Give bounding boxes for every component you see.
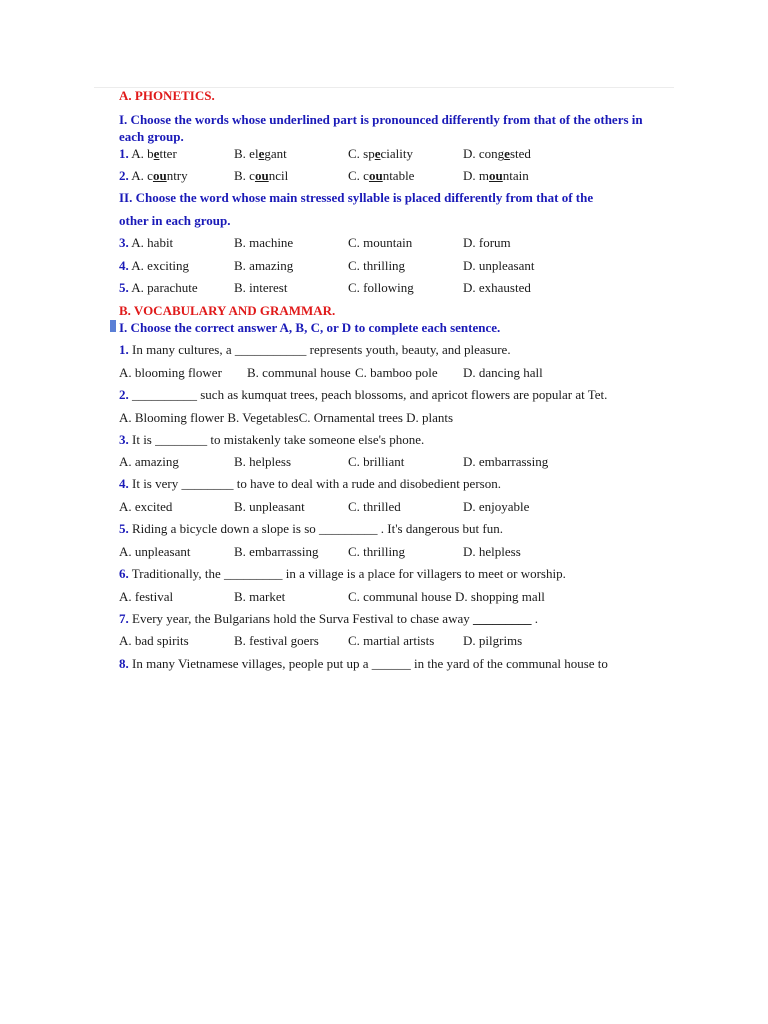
- option-d: D. forum: [463, 235, 511, 250]
- document-page: A. PHONETICS. I. Choose the words whose underlined part is pronounced differently from that of the others in each group. 1. A. better B. elegant C. speciality D. congested 2. A. country B. council C. countable D. mountain II. Choose the word whose main stressed syllable is placed differently from that of the other in each group. 3. A. habit B. machine C. mountain D. forum 4. A. exciting B. amazing C. thrilling D. unpleasant 5. A. parachute B. interest C. following D. exhausted B. VOCABULARY AND GRAMMAR. I. Choose the correct answer A, B, C, or D to complete each sentence. 1. In many cultures, a ___________ represents youth, beauty, and pleasure. A. blooming flower B. communal house C. bamboo pole D. dancing hall 2. __________ such as kumquat trees, peach blossoms, and apricot flowers are popular at Tet. A. Blooming flower B. VegetablesC. Ornamental trees D. plants 3. It is ________ to mistakenly take someone else's phone. A. amazing B. helpless C. brilliant D. embarrassing 4. It is very ________ to have to deal with a rude and disobedient person. A. excited B. unpleasant C. thrilled D. enjoyable 5. Riding a bicycle down a slope is so _________ . It's dangerous but fun. A. unpleasant B. embarrassing C. thrilling D. helpless 6. Traditionally, the _________ in a village is a place for villagers to meet or worship. A. festival B. market C. communal house D. shopping mall 7. Every year, the Bulgarians hold the Surva Festival to chase away _________ . A. bad spirits B. festival goers C. martial artists D. pilgrims 8. In many Vietnamese villages, people put up a ______ in the yard of the communal house to: [0, 0, 768, 1024]
- question-number: 5.: [119, 280, 129, 295]
- option-d: D. unpleasant: [463, 258, 535, 273]
- section-b-instruction: I. Choose the correct answer A, B, C, or D to complete each sentence.: [119, 320, 501, 335]
- b-question-2-options: A. Blooming flower B. VegetablesC. Ornamental trees D. plants: [119, 410, 454, 425]
- question-number: 3.: [119, 432, 129, 447]
- option-d: D. congested: [463, 146, 531, 161]
- option-b: B. council: [234, 168, 289, 183]
- option-d: D. enjoyable: [463, 499, 530, 514]
- option-c: C. martial artists: [348, 633, 435, 648]
- option-a: A. bad spirits: [119, 633, 189, 648]
- question-number: 6.: [119, 566, 129, 581]
- question-number: 3.: [119, 235, 129, 250]
- option-d: D. pilgrims: [463, 633, 523, 648]
- option-b: B. unpleasant: [234, 499, 305, 514]
- option-b: B. embarrassing: [234, 544, 319, 559]
- option-d: D. mountain: [463, 168, 529, 183]
- option-b: B. machine: [234, 235, 294, 250]
- option-b: B. market: [234, 589, 286, 604]
- option-b: B. festival goers: [234, 633, 319, 648]
- option-a: A. festival: [119, 589, 174, 604]
- question-number: 2.: [119, 168, 129, 183]
- question-number: 7.: [119, 611, 129, 626]
- option-c: C. mountain: [348, 235, 413, 250]
- question-number: 4.: [119, 258, 129, 273]
- question-number: 4.: [119, 476, 129, 491]
- option-c: C. countable: [348, 168, 415, 183]
- question-number: 1.: [119, 342, 129, 357]
- b-question-2: 2. __________ such as kumquat trees, peach blossoms, and apricot flowers are popular at Tet.: [119, 387, 608, 402]
- option-c: C. brilliant: [348, 454, 405, 469]
- option-c: C. communal house: [348, 589, 452, 604]
- b-question-7: 7. Every year, the Bulgarians hold the Surva Festival to chase away _________ .: [119, 611, 538, 626]
- option-c: C. thrilling: [348, 258, 406, 273]
- section-a-title: A. PHONETICS.: [119, 88, 215, 103]
- option-b: B. communal house: [247, 365, 351, 380]
- b-question-1: 1. In many cultures, a ___________ represents youth, beauty, and pleasure.: [119, 342, 511, 357]
- answer-blank: _________: [473, 611, 532, 626]
- section-b-title: B. VOCABULARY AND GRAMMAR.: [119, 303, 336, 318]
- b-question-5: 5. Riding a bicycle down a slope is so _________ . It's dangerous but fun.: [119, 521, 503, 536]
- option-b: B. elegant: [234, 146, 287, 161]
- option-d: D. shopping mall: [455, 589, 545, 604]
- b-question-6: 6. Traditionally, the _________ in a village is a place for villagers to meet or worship.: [119, 566, 566, 581]
- bookmark-marker-icon: [110, 320, 116, 332]
- b-question-8: 8. In many Vietnamese villages, people put up a ______ in the yard of the communal house to: [119, 656, 608, 671]
- option-c: C. bamboo pole: [355, 365, 438, 380]
- option-d: D. helpless: [463, 544, 521, 559]
- b-question-4: 4. It is very ________ to have to deal with a rude and disobedient person.: [119, 476, 501, 491]
- option-d: D. dancing hall: [463, 365, 543, 380]
- part2-instruction-line2: other in each group.: [119, 213, 231, 228]
- option-b: B. interest: [234, 280, 288, 295]
- option-a: A. unpleasant: [119, 544, 191, 559]
- option-c: C. thrilling: [348, 544, 406, 559]
- option-b: B. amazing: [234, 258, 294, 273]
- option-d: D. embarrassing: [463, 454, 549, 469]
- option-c: C. following: [348, 280, 414, 295]
- question-number: 8.: [119, 656, 129, 671]
- option-c: C. thrilled: [348, 499, 401, 514]
- part2-instruction-line1: II. Choose the word whose main stressed syllable is placed differently from that of the: [119, 190, 594, 205]
- option-c: C. speciality: [348, 146, 414, 161]
- option-a: A. amazing: [119, 454, 179, 469]
- question-number: 2.: [119, 387, 129, 402]
- b-question-3: 3. It is ________ to mistakenly take someone else's phone.: [119, 432, 425, 447]
- option-a: A. excited: [119, 499, 173, 514]
- option-d: D. exhausted: [463, 280, 531, 295]
- part1-instruction: I. Choose the words whose underlined part is pronounced differently from that of the others in each group.: [119, 112, 643, 144]
- question-number: 1.: [119, 146, 129, 161]
- question-number: 5.: [119, 521, 129, 536]
- option-b: B. helpless: [234, 454, 292, 469]
- option-a: A. blooming flower: [119, 365, 222, 380]
